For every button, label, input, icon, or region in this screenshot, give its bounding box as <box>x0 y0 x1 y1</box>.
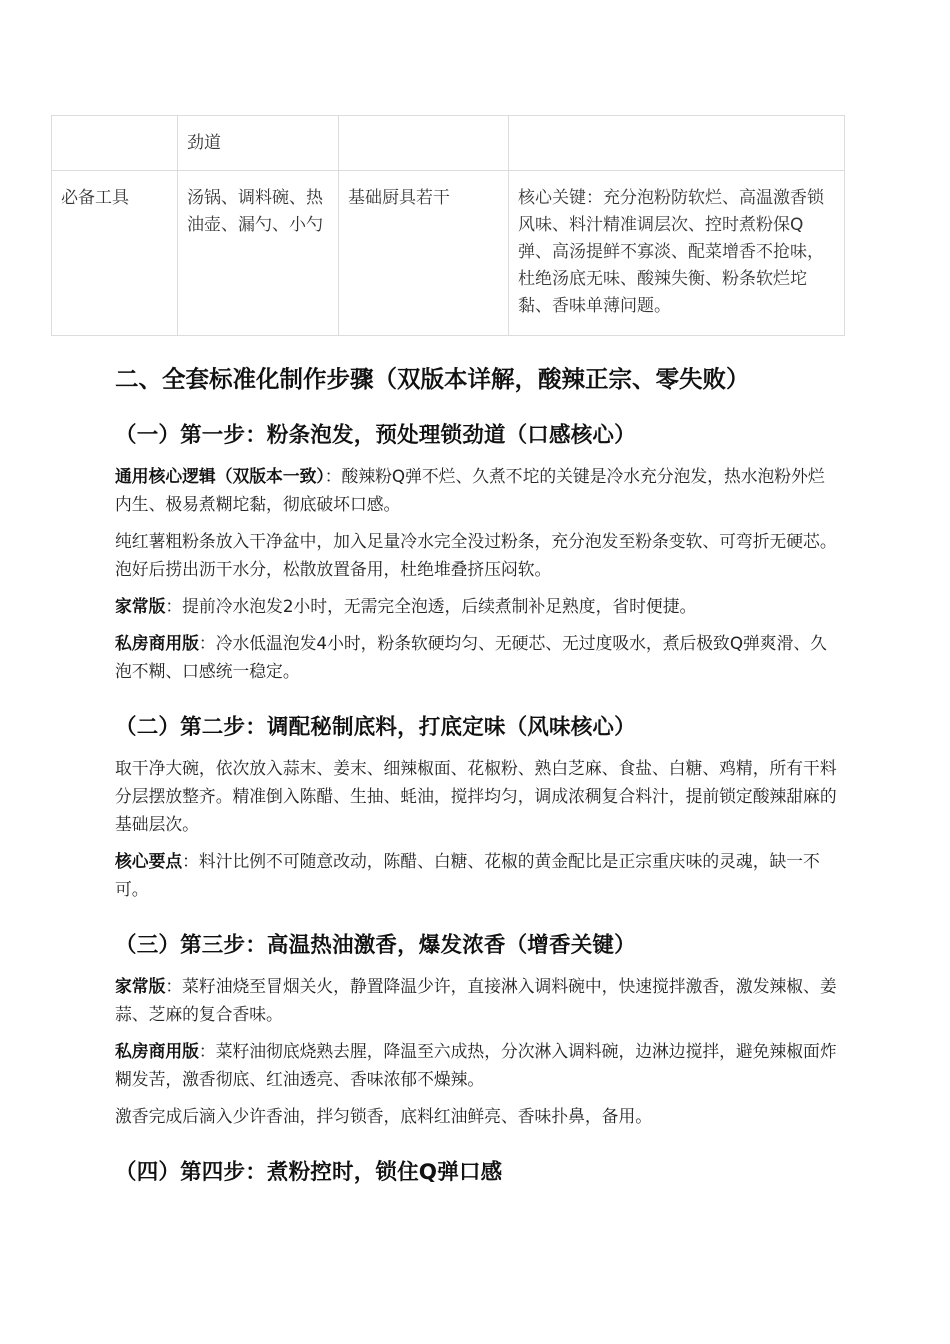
bold-label: 核心要点 <box>115 851 183 871</box>
paragraph-text: ：菜籽油彻底烧熟去腥，降温至六成热，分次淋入调料碗，边淋边搅拌，避免辣椒面炸糊发苦，激香彻底、红油透亮、香味浓郁不燥辣。 <box>115 1041 837 1089</box>
paragraph-text: ：冷水低温泡发4小时，粉条软硬均匀、无硬芯、无过度吸水，煮后极致Q弹爽滑、久泡不糊、口感统一稳定。 <box>115 633 827 681</box>
paragraph: 纯红薯粗粉条放入干净盆中，加入足量冷水完全没过粉条，充分泡发至粉条变软、可弯折无硬芯。泡好后捞出沥干水分，松散放置备用，杜绝堆叠挤压闷软。 <box>115 531 837 579</box>
step3-heading: （三）第三步：高温热油激香，爆发浓香（增香关键） <box>115 933 636 958</box>
table-cell <box>339 116 509 171</box>
paragraph <box>115 1037 840 1093</box>
section-title: 二、全套标准化制作步骤（双版本详解，酸辣正宗、零失败） <box>115 365 750 393</box>
bold-label: 通用核心逻辑（双版本一致） <box>115 466 325 486</box>
bold-label: 私房商用版 <box>115 1041 199 1061</box>
paragraph: 取干净大碗，依次放入蒜末、姜末、细辣椒面、花椒粉、熟白芝麻、食盐、白糖、鸡精，所有干料分层摆放整齐。精准倒入陈醋、生抽、蚝油，搅拌均匀，调成浓稠复合料汁，提前锁定酸辣甜麻的基础层次。 <box>115 758 837 834</box>
paragraph-text: ：酸辣粉Q弹不烂、久煮不坨的关键是冷水充分泡发，热水泡粉外烂内生、极易煮糊坨黏，彻底破坏口感。 <box>115 466 825 514</box>
paragraph: 激香完成后滴入少许香油，拌匀锁香，底料红油鲜亮、香味扑鼻，备用。 <box>115 1106 653 1126</box>
step1-heading: （一）第一步：粉条泡发，预处理锁劲道（口感核心） <box>115 423 636 448</box>
bold-label: 私房商用版 <box>115 633 199 653</box>
table-cell <box>509 116 845 171</box>
paragraph <box>115 629 840 685</box>
table-cell <box>52 116 178 171</box>
tools-table <box>51 115 845 336</box>
bold-label: 家常版 <box>115 976 166 996</box>
table-row <box>52 171 845 336</box>
paragraph-text: ：菜籽油烧至冒烟关火，静置降温少许，直接淋入调料碗中，快速搅拌激香，激发辣椒、姜蒜、芝麻的复合香味。 <box>115 976 837 1024</box>
table-cell: 汤锅、调料碗、热油壶、漏勺、小勺 <box>178 171 339 336</box>
paragraph-text: ：提前冷水泡发2小时，无需完全泡透，后续煮制补足熟度，省时便捷。 <box>165 596 697 616</box>
table-cell: 核心关键：充分泡粉防软烂、高温激香锁风味、料汁精准调层次、控时煮粉保Q弹、高汤提鲜不寡淡、配菜增香不抢味，杜绝汤底无味、酸辣失衡、粉条软烂坨黏、香味单薄问题。 <box>509 171 845 336</box>
paragraph-text: ：料汁比例不可随意改动，陈醋、白糖、花椒的黄金配比是正宗重庆味的灵魂，缺一不可。 <box>115 851 820 899</box>
table-cell-label: 必备工具 <box>52 171 178 336</box>
table-cell: 劲道 <box>178 116 339 171</box>
step4-heading: （四）第四步：煮粉控时，锁住Q弹口感 <box>115 1160 503 1185</box>
bold-label: 家常版 <box>115 596 166 616</box>
table-row <box>52 116 845 171</box>
paragraph <box>115 972 840 1028</box>
main-content <box>115 362 840 1199</box>
paragraph <box>115 592 840 620</box>
paragraph <box>115 847 840 903</box>
table-cell: 基础厨具若干 <box>339 171 509 336</box>
paragraph <box>115 462 840 518</box>
step2-heading: （二）第二步：调配秘制底料，打底定味（风味核心） <box>115 715 636 740</box>
